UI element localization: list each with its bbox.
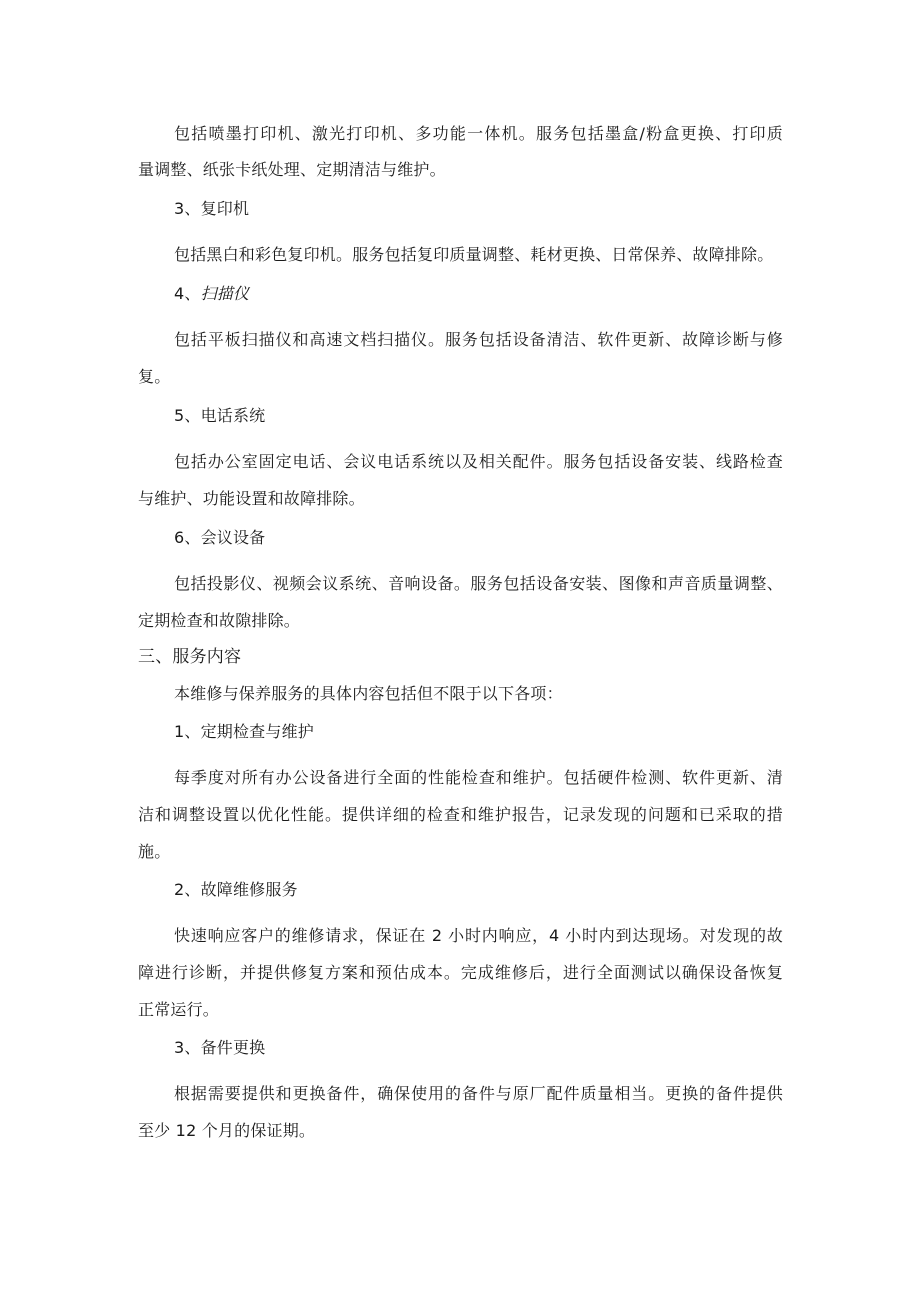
item-1-line-2: 洁和调整设置以优化性能。提供详细的检查和维护报告，记录发现的问题和已采取的措 <box>138 805 783 824</box>
item-2-line-1: 快速响应客户的维修请求，保证在 2 小时内响应，4 小时内到达现场。对发现的故 <box>174 926 783 945</box>
item-2-line-2: 障进行诊断，并提供修复方案和预估成本。完成维修后，进行全面测试以确保设备恢复 <box>138 963 783 982</box>
copier-paragraph-line-1: 包括黑白和彩色复印机。服务包括复印质量调整、耗材更换、日常保养、故障排除。 <box>174 245 774 264</box>
phone-heading: 5、电话系统 <box>174 406 266 425</box>
printers-paragraph-line-2: 量调整、纸张卡纸处理、定期清洁与维护。 <box>138 160 446 179</box>
scanner-heading-text: 扫描仪 <box>200 284 250 303</box>
scanner-heading <box>174 284 249 304</box>
scanner-paragraph-line-1: 包括平板扫描仪和高速文档扫描仪。服务包括设备清洁、软件更新、故障诊断与修 <box>174 330 783 349</box>
meeting-paragraph-line-2: 定期检查和故隙排除。 <box>138 611 301 630</box>
meeting-heading: 6、会议设备 <box>174 528 266 547</box>
phone-paragraph-line-1: 包括办公室固定电话、会议电话系统以及相关配件。服务包括设备安装、线路检查 <box>174 452 783 471</box>
item-2-heading: 2、故障维修服务 <box>174 880 298 899</box>
meeting-paragraph-line-1: 包括投影仪、视频会议系统、音响设备。服务包括设备安装、图像和声音质量调整、 <box>174 574 783 593</box>
scanner-paragraph-line-2: 复。 <box>138 367 171 386</box>
scanner-heading-number: 4、 <box>174 284 201 303</box>
item-1-line-3: 施。 <box>138 842 171 861</box>
item-3-heading: 3、备件更换 <box>174 1038 266 1057</box>
section-title: 三、服务内容 <box>138 647 242 667</box>
service-intro: 本维修与保养服务的具体内容包括但不限于以下各项： <box>174 684 563 703</box>
item-3-line-2: 至少 12 个月的保证期。 <box>138 1121 316 1140</box>
item-2-line-3: 正常运行。 <box>138 1000 220 1019</box>
copier-heading: 3、复印机 <box>174 199 250 218</box>
printers-paragraph-line-1: 包括喷墨打印机、激光打印机、多功能一体机。服务包括墨盒/粉盒更换、打印质 <box>174 124 783 143</box>
item-1-line-1: 每季度对所有办公设备进行全面的性能检查和维护。包括硬件检测、软件更新、清 <box>174 768 783 787</box>
item-1-heading: 1、定期检查与维护 <box>174 722 314 741</box>
item-3-line-1: 根据需要提供和更换备件，确保使用的备件与原厂配件质量相当。更换的备件提供 <box>174 1084 783 1103</box>
phone-paragraph-line-2: 与维护、功能设置和故障排除。 <box>138 489 365 508</box>
